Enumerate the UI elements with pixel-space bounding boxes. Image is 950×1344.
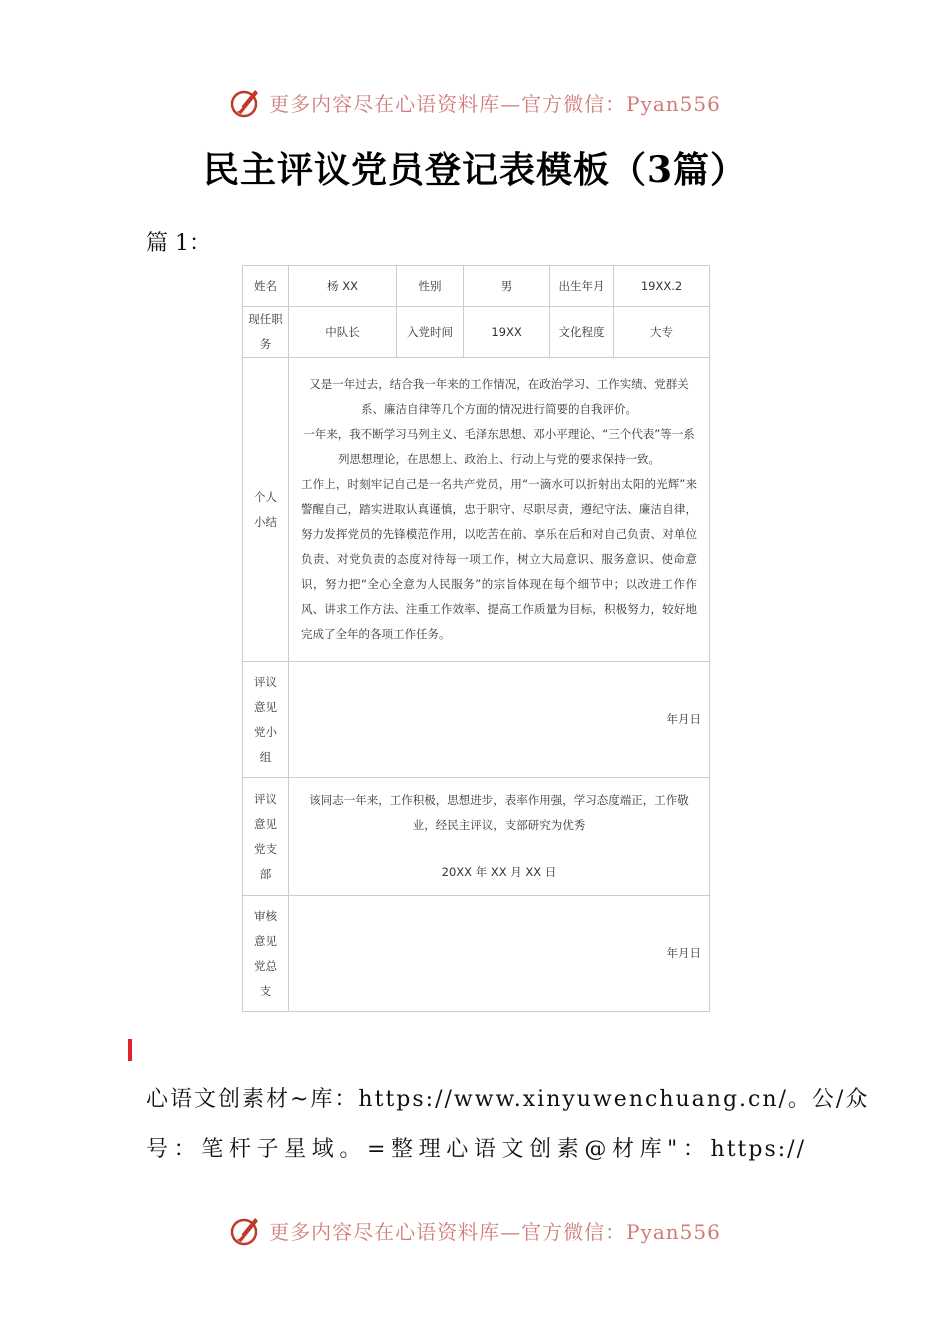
text-cursor-mark [128,1039,132,1061]
branch-date: 20XX 年 XX 月 XX 日 [441,865,557,879]
birth-value: 19XX.2 [614,266,710,307]
summary-label: 个人 小结 [243,358,289,662]
name-label: 姓名 [243,266,289,307]
table-row [243,662,710,778]
birth-label: 出生年月 [550,266,614,307]
banner-text: 更多内容尽在心语资料库—官方微信：Pyan556 [269,91,721,116]
education-value: 大专 [614,307,710,358]
summary-paragraph: 一年来，我不断学习马列主义、毛泽东思想、邓小平理论、“三个代表”等一系列思想理论，在思想上、政治上、行动上与党的要求保持一致。 [303,427,695,466]
quill-pen-logo-icon [229,85,263,119]
table-row [243,307,710,358]
general-branch-date: 年月日 [289,896,710,1012]
table-row [243,778,710,896]
summary-paragraph: 又是一年过去，结合我一年来的工作情况，在政治学习、工作实绩、党群关系、廉洁自律等几个方面的情况进行简要的自我评价。 [309,377,689,416]
branch-opinion-label: 评议 意见 党支 部 [243,778,289,896]
table-row [243,358,710,662]
page-title: 民主评议党员登记表模板（3篇） [202,149,748,191]
branch-comment: 该同志一年来，工作积极，思想进步，表率作用强，学习态度端正，工作敬业，经民主评议，支部研究为优秀 [309,793,689,832]
evaluation-form-table [242,265,710,1012]
name-value: 杨 XX [289,266,397,307]
group-opinion-label: 评议 意见 党小 组 [243,662,289,778]
table-row [243,896,710,1012]
banner-text: 更多内容尽在心语资料库—官方微信：Pyan556 [269,1219,721,1244]
join-date-label: 入党时间 [397,307,464,358]
footer-line-1: 心语文创素材~库：https://www.xinyuwenchuang.cn/。公/众 [146,1087,870,1112]
branch-opinion-content [289,778,710,896]
quill-pen-logo-icon [229,1213,263,1247]
gender-label: 性别 [397,266,464,307]
footer-banner [0,1210,950,1250]
position-label: 现任职务 [243,307,289,358]
position-value: 中队长 [289,307,397,358]
join-date-value: 19XX [464,307,550,358]
group-opinion-date: 年月日 [289,662,710,778]
general-branch-label: 审核 意见 党总 支 [243,896,289,1012]
summary-paragraph: 工作上，时刻牢记自己是一名共产党员，用“一滴水可以折射出太阳的光辉”来警醒自己，踏实进取认真谨慎，忠于职守、尽职尽责，遵纪守法、廉洁自律，努力发挥党员的先锋模范作用，以吃苦在前、享乐在后和对自己负责、对单位负责、对党负责的态度对待每一项工作，树立大局意识、服务意识、使命意识，努力把“全心全意为人民服务”的宗旨体现在每个细节中；以改进工作作风、讲求工作方法、注重工作效率、提高工作质量为目标，积极努力，较好地完成了全年的各项工作任务。 [301,477,698,641]
table-row [243,266,710,307]
section-label: 篇 1： [146,231,211,256]
footer-paragraph [146,1075,870,1175]
gender-value: 男 [464,266,550,307]
education-label: 文化程度 [550,307,614,358]
summary-content [289,358,710,662]
header-banner [0,82,950,122]
footer-line-2: 号：笔杆子星域。=整理心语文创素@材库"：https:// [146,1137,806,1162]
